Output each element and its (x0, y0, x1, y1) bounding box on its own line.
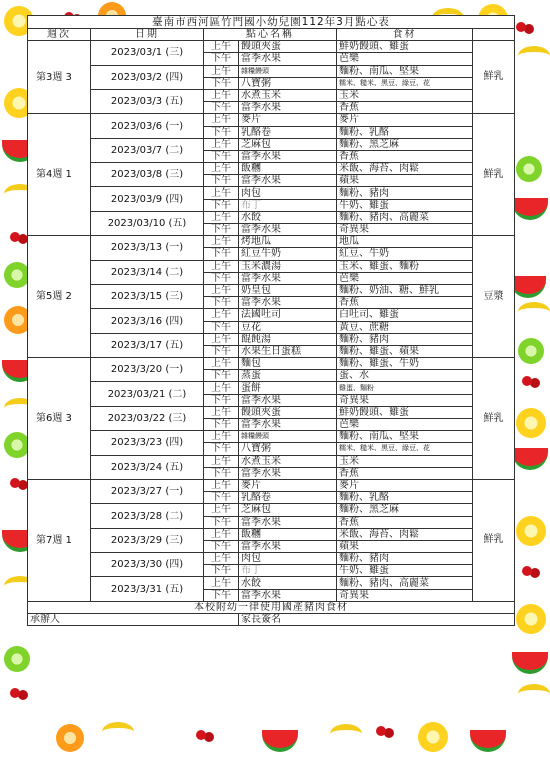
header-date: 日期 (91, 29, 204, 41)
ingredients-cell: 麵粉、黑芝麻 (337, 138, 473, 150)
period-cell: 下午 (204, 224, 239, 236)
period-cell: 下午 (204, 370, 239, 382)
banana-decoration (518, 46, 550, 66)
snack-name: 饅頭夾蛋 (239, 406, 337, 418)
date-cell: 2023/3/30 (四) (91, 553, 204, 577)
banana-decoration (518, 684, 550, 704)
cherry-decoration (10, 478, 20, 488)
period-cell: 上午 (204, 41, 239, 53)
period-cell: 下午 (204, 77, 239, 89)
ingredients-cell: 麵粉、豬肉 (337, 187, 473, 199)
ingredients-cell: 蘋果 (337, 540, 473, 552)
banana-decoration (518, 302, 550, 322)
table-row (28, 284, 515, 296)
cherry-decoration (10, 688, 20, 698)
ingredients-cell: 米飯、海苔、肉鬆 (337, 163, 473, 175)
period-cell: 上午 (204, 260, 239, 272)
snack-name: 蒸蛋 (239, 370, 337, 382)
ingredients-cell: 糯米、糙米、黑豆、綠豆、花 (337, 443, 473, 455)
snack-name: 飯糰 (239, 163, 337, 175)
snack-menu-table (27, 15, 515, 626)
ingredients-cell: 黃豆、蔗糖 (337, 321, 473, 333)
table-row (28, 236, 515, 248)
drink-label: 鮮乳 (473, 358, 515, 480)
ingredients-cell: 奇異果 (337, 589, 473, 601)
date-cell: 2023/03/22 (三) (91, 406, 204, 430)
date-cell: 2023/03/21 (二) (91, 382, 204, 406)
snack-name: 八寶粥 (239, 77, 337, 89)
snack-name: 雜糧饅頭 (239, 431, 337, 443)
date-cell: 2023/03/9 (四) (91, 187, 204, 211)
snack-name: 當季水果 (239, 467, 337, 479)
table-row (28, 187, 515, 199)
snack-name: 水煮玉米 (239, 455, 337, 467)
date-cell: 2023/03/3 (五) (91, 89, 204, 113)
period-cell: 下午 (204, 540, 239, 552)
table-row (28, 382, 515, 394)
snack-name: 水果生日蛋糕 (239, 345, 337, 357)
ingredients-cell: 麥片 (337, 479, 473, 491)
ingredients-cell: 麵粉、豬肉、高麗菜 (337, 211, 473, 223)
ingredients-cell: 白吐司、雞蛋 (337, 309, 473, 321)
ingredients-cell: 芭樂 (337, 419, 473, 431)
ingredients-cell: 糯米、糙米、黑豆、綠豆、花 (337, 77, 473, 89)
snack-name: 當季水果 (239, 272, 337, 284)
snack-name: 麥片 (239, 114, 337, 126)
drink-label: 鮮乳 (473, 41, 515, 114)
date-cell: 2023/3/15 (三) (91, 284, 204, 308)
table-row (28, 211, 515, 223)
handler-label: 承辦人 (28, 614, 239, 626)
ingredients-cell: 牛奶、雞蛋 (337, 565, 473, 577)
snack-name: 水餃 (239, 211, 337, 223)
lemon-decoration (516, 516, 546, 546)
lime-decoration (4, 646, 30, 672)
snack-name: 蛋餅 (239, 382, 337, 394)
ingredients-cell: 芭樂 (337, 272, 473, 284)
watermelon-decoration (262, 730, 298, 752)
period-cell: 上午 (204, 211, 239, 223)
date-cell: 2023/3/31 (五) (91, 577, 204, 601)
date-cell: 2023/3/24 (五) (91, 455, 204, 479)
ingredients-cell: 蛋、水 (337, 370, 473, 382)
ingredients-cell: 米飯、海苔、肉鬆 (337, 528, 473, 540)
watermelon-decoration (470, 730, 506, 752)
watermelon-decoration (512, 652, 548, 674)
snack-name: 布丁 (239, 199, 337, 211)
note-row (28, 601, 515, 613)
page-title: 臺南市西河區竹門國小幼兒園112年3月點心表 (28, 16, 515, 29)
banana-decoration (330, 724, 362, 744)
ingredients-cell: 麵粉、乳酪 (337, 126, 473, 138)
cherry-decoration (522, 376, 532, 386)
snack-name: 雜糧饅頭 (239, 65, 337, 77)
ingredients-cell: 麵粉、南瓜、堅果 (337, 431, 473, 443)
date-cell: 2023/3/20 (一) (91, 358, 204, 382)
table-row (28, 479, 515, 491)
lime-decoration (518, 338, 544, 364)
table-row (28, 577, 515, 589)
snack-name: 當季水果 (239, 150, 337, 162)
period-cell: 下午 (204, 297, 239, 309)
ingredients-cell: 香蕉 (337, 150, 473, 162)
ingredients-cell: 芭樂 (337, 53, 473, 65)
period-cell: 上午 (204, 236, 239, 248)
period-cell: 下午 (204, 150, 239, 162)
period-cell: 上午 (204, 382, 239, 394)
table-row (28, 528, 515, 540)
period-cell: 上午 (204, 65, 239, 77)
banana-decoration (102, 722, 134, 742)
week-label: 第4週 1 (28, 114, 91, 236)
period-cell: 下午 (204, 419, 239, 431)
period-cell: 上午 (204, 528, 239, 540)
snack-name: 當季水果 (239, 394, 337, 406)
snack-name: 芝麻包 (239, 504, 337, 516)
table-row (28, 260, 515, 272)
table-row (28, 455, 515, 467)
drink-label: 鮮乳 (473, 114, 515, 236)
date-cell: 2023/3/16 (四) (91, 309, 204, 333)
period-cell: 上午 (204, 163, 239, 175)
period-cell: 下午 (204, 565, 239, 577)
ingredients-cell: 麵粉、雞蛋、蘋果 (337, 345, 473, 357)
period-cell: 下午 (204, 248, 239, 260)
date-cell: 2023/03/8 (三) (91, 163, 204, 187)
date-cell: 2023/03/2 (四) (91, 65, 204, 89)
period-cell: 下午 (204, 53, 239, 65)
drink-label: 豆漿 (473, 236, 515, 358)
table-row (28, 309, 515, 321)
period-cell: 上午 (204, 89, 239, 101)
ingredients-cell: 香蕉 (337, 467, 473, 479)
date-cell: 2023/3/28 (二) (91, 504, 204, 528)
period-cell: 上午 (204, 114, 239, 126)
ingredients-cell: 麵粉、豬肉 (337, 553, 473, 565)
ingredients-cell: 玉米 (337, 89, 473, 101)
period-cell: 下午 (204, 516, 239, 528)
watermelon-decoration (512, 198, 548, 220)
snack-name: 飯糰 (239, 528, 337, 540)
ingredients-cell: 鮮奶饅頭、雞蛋 (337, 41, 473, 53)
snack-name: 豆花 (239, 321, 337, 333)
week-label: 第5週 2 (28, 236, 91, 358)
cherry-decoration (10, 232, 20, 242)
period-cell: 下午 (204, 321, 239, 333)
cherry-decoration (516, 22, 526, 32)
period-cell: 上午 (204, 479, 239, 491)
date-cell: 2023/03/7 (二) (91, 138, 204, 162)
ingredients-cell: 麵粉、豬肉 (337, 333, 473, 345)
period-cell: 下午 (204, 199, 239, 211)
date-cell: 2023/03/6 (一) (91, 114, 204, 138)
snack-name: 當季水果 (239, 175, 337, 187)
snack-name: 當季水果 (239, 419, 337, 431)
header-ingredients: 食材 (337, 29, 473, 41)
date-cell: 2023/03/1 (三) (91, 41, 204, 65)
snack-name: 餛飩湯 (239, 333, 337, 345)
snack-name: 水餃 (239, 577, 337, 589)
ingredients-cell: 紅豆、牛奶 (337, 248, 473, 260)
snack-name: 奶皇包 (239, 284, 337, 296)
snack-name: 肉包 (239, 187, 337, 199)
period-cell: 下午 (204, 467, 239, 479)
table-row (28, 431, 515, 443)
ingredients-cell: 奇異果 (337, 394, 473, 406)
ingredients-cell: 香蕉 (337, 297, 473, 309)
date-cell: 2023/03/10 (五) (91, 211, 204, 235)
period-cell: 下午 (204, 589, 239, 601)
lemon-decoration (418, 722, 448, 752)
title-row (28, 16, 515, 29)
snack-name: 當季水果 (239, 53, 337, 65)
ingredients-cell: 蘋果 (337, 175, 473, 187)
cherry-decoration (522, 566, 532, 576)
period-cell: 上午 (204, 504, 239, 516)
table-row (28, 138, 515, 150)
ingredients-cell: 牛奶、雞蛋 (337, 199, 473, 211)
ingredients-cell: 香蕉 (337, 516, 473, 528)
snack-name: 麵包 (239, 358, 337, 370)
table-row (28, 114, 515, 126)
week-label: 第7週 1 (28, 479, 91, 601)
snack-name: 芝麻包 (239, 138, 337, 150)
snack-name: 烤地瓜 (239, 236, 337, 248)
snack-name: 肉包 (239, 553, 337, 565)
cherry-decoration (196, 730, 206, 740)
snack-name: 饅頭夾蛋 (239, 41, 337, 53)
snack-name: 玉米濃湯 (239, 260, 337, 272)
orange-decoration (56, 724, 84, 752)
lemon-decoration (516, 604, 546, 634)
date-cell: 2023/3/27 (一) (91, 479, 204, 503)
period-cell: 上午 (204, 406, 239, 418)
period-cell: 上午 (204, 431, 239, 443)
snack-name: 乳酪卷 (239, 126, 337, 138)
period-cell: 下午 (204, 126, 239, 138)
ingredients-cell: 奇異果 (337, 224, 473, 236)
date-cell: 2023/3/17 (五) (91, 333, 204, 357)
period-cell: 上午 (204, 284, 239, 296)
period-cell: 上午 (204, 187, 239, 199)
ingredients-cell: 麵粉、豬肉、高麗菜 (337, 577, 473, 589)
principal-signature-label: 家長簽名 (239, 614, 515, 626)
snack-name: 當季水果 (239, 589, 337, 601)
period-cell: 下午 (204, 102, 239, 114)
date-cell: 2023/3/29 (三) (91, 528, 204, 552)
snack-name: 當季水果 (239, 224, 337, 236)
table-row (28, 65, 515, 77)
ingredients-cell: 玉米、雞蛋、麵粉 (337, 260, 473, 272)
period-cell: 上午 (204, 309, 239, 321)
ingredients-cell: 雞蛋、麵粉 (337, 382, 473, 394)
week-label: 第3週 3 (28, 41, 91, 114)
date-cell: 2023/3/23 (四) (91, 431, 204, 455)
header-drink (473, 29, 515, 41)
lime-decoration (516, 156, 542, 182)
table-row (28, 163, 515, 175)
header-row (28, 29, 515, 41)
header-menu: 點心名稱 (204, 29, 337, 41)
table-row (28, 406, 515, 418)
period-cell: 上午 (204, 455, 239, 467)
lemon-decoration (516, 408, 546, 438)
period-cell: 上午 (204, 358, 239, 370)
period-cell: 下午 (204, 272, 239, 284)
signature-row (28, 614, 515, 626)
drink-label: 鮮乳 (473, 479, 515, 601)
snack-name: 水煮玉米 (239, 89, 337, 101)
week-label: 第6週 3 (28, 358, 91, 480)
snack-name: 八寶粥 (239, 443, 337, 455)
ingredients-cell: 麵粉、南瓜、堅果 (337, 65, 473, 77)
period-cell: 下午 (204, 345, 239, 357)
ingredients-cell: 地瓜 (337, 236, 473, 248)
table-row (28, 333, 515, 345)
period-cell: 上午 (204, 577, 239, 589)
table-body (28, 16, 515, 626)
ingredients-cell: 麥片 (337, 114, 473, 126)
ingredients-cell: 麵粉、雞蛋、牛奶 (337, 358, 473, 370)
table-row (28, 358, 515, 370)
snack-name: 法國吐司 (239, 309, 337, 321)
period-cell: 上午 (204, 138, 239, 150)
date-cell: 2023/3/13 (一) (91, 236, 204, 260)
watermelon-decoration (510, 276, 546, 298)
snack-name: 當季水果 (239, 540, 337, 552)
ingredients-cell: 鮮奶饅頭、雞蛋 (337, 406, 473, 418)
ingredients-cell: 麵粉、黑芝麻 (337, 504, 473, 516)
snack-name: 當季水果 (239, 102, 337, 114)
table-row (28, 89, 515, 101)
snack-name: 紅豆牛奶 (239, 248, 337, 260)
table-row (28, 504, 515, 516)
snack-name: 當季水果 (239, 297, 337, 309)
snack-name: 當季水果 (239, 516, 337, 528)
watermelon-decoration (512, 448, 548, 470)
table-row (28, 41, 515, 53)
period-cell: 下午 (204, 492, 239, 504)
date-cell: 2023/3/14 (二) (91, 260, 204, 284)
header-week: 週次 (28, 29, 91, 41)
snack-name: 麥片 (239, 479, 337, 491)
snack-name: 乳酪卷 (239, 492, 337, 504)
footer-note: 本校附幼一律使用國產豬肉食材 (28, 601, 515, 613)
table-row (28, 553, 515, 565)
period-cell: 上午 (204, 333, 239, 345)
period-cell: 下午 (204, 443, 239, 455)
period-cell: 下午 (204, 175, 239, 187)
ingredients-cell: 麵粉、奶油、糖、鮮乳 (337, 284, 473, 296)
period-cell: 下午 (204, 394, 239, 406)
snack-name: 布丁 (239, 565, 337, 577)
period-cell: 上午 (204, 553, 239, 565)
ingredients-cell: 玉米 (337, 455, 473, 467)
ingredients-cell: 麵粉、乳酪 (337, 492, 473, 504)
ingredients-cell: 香蕉 (337, 102, 473, 114)
cherry-decoration (376, 726, 386, 736)
